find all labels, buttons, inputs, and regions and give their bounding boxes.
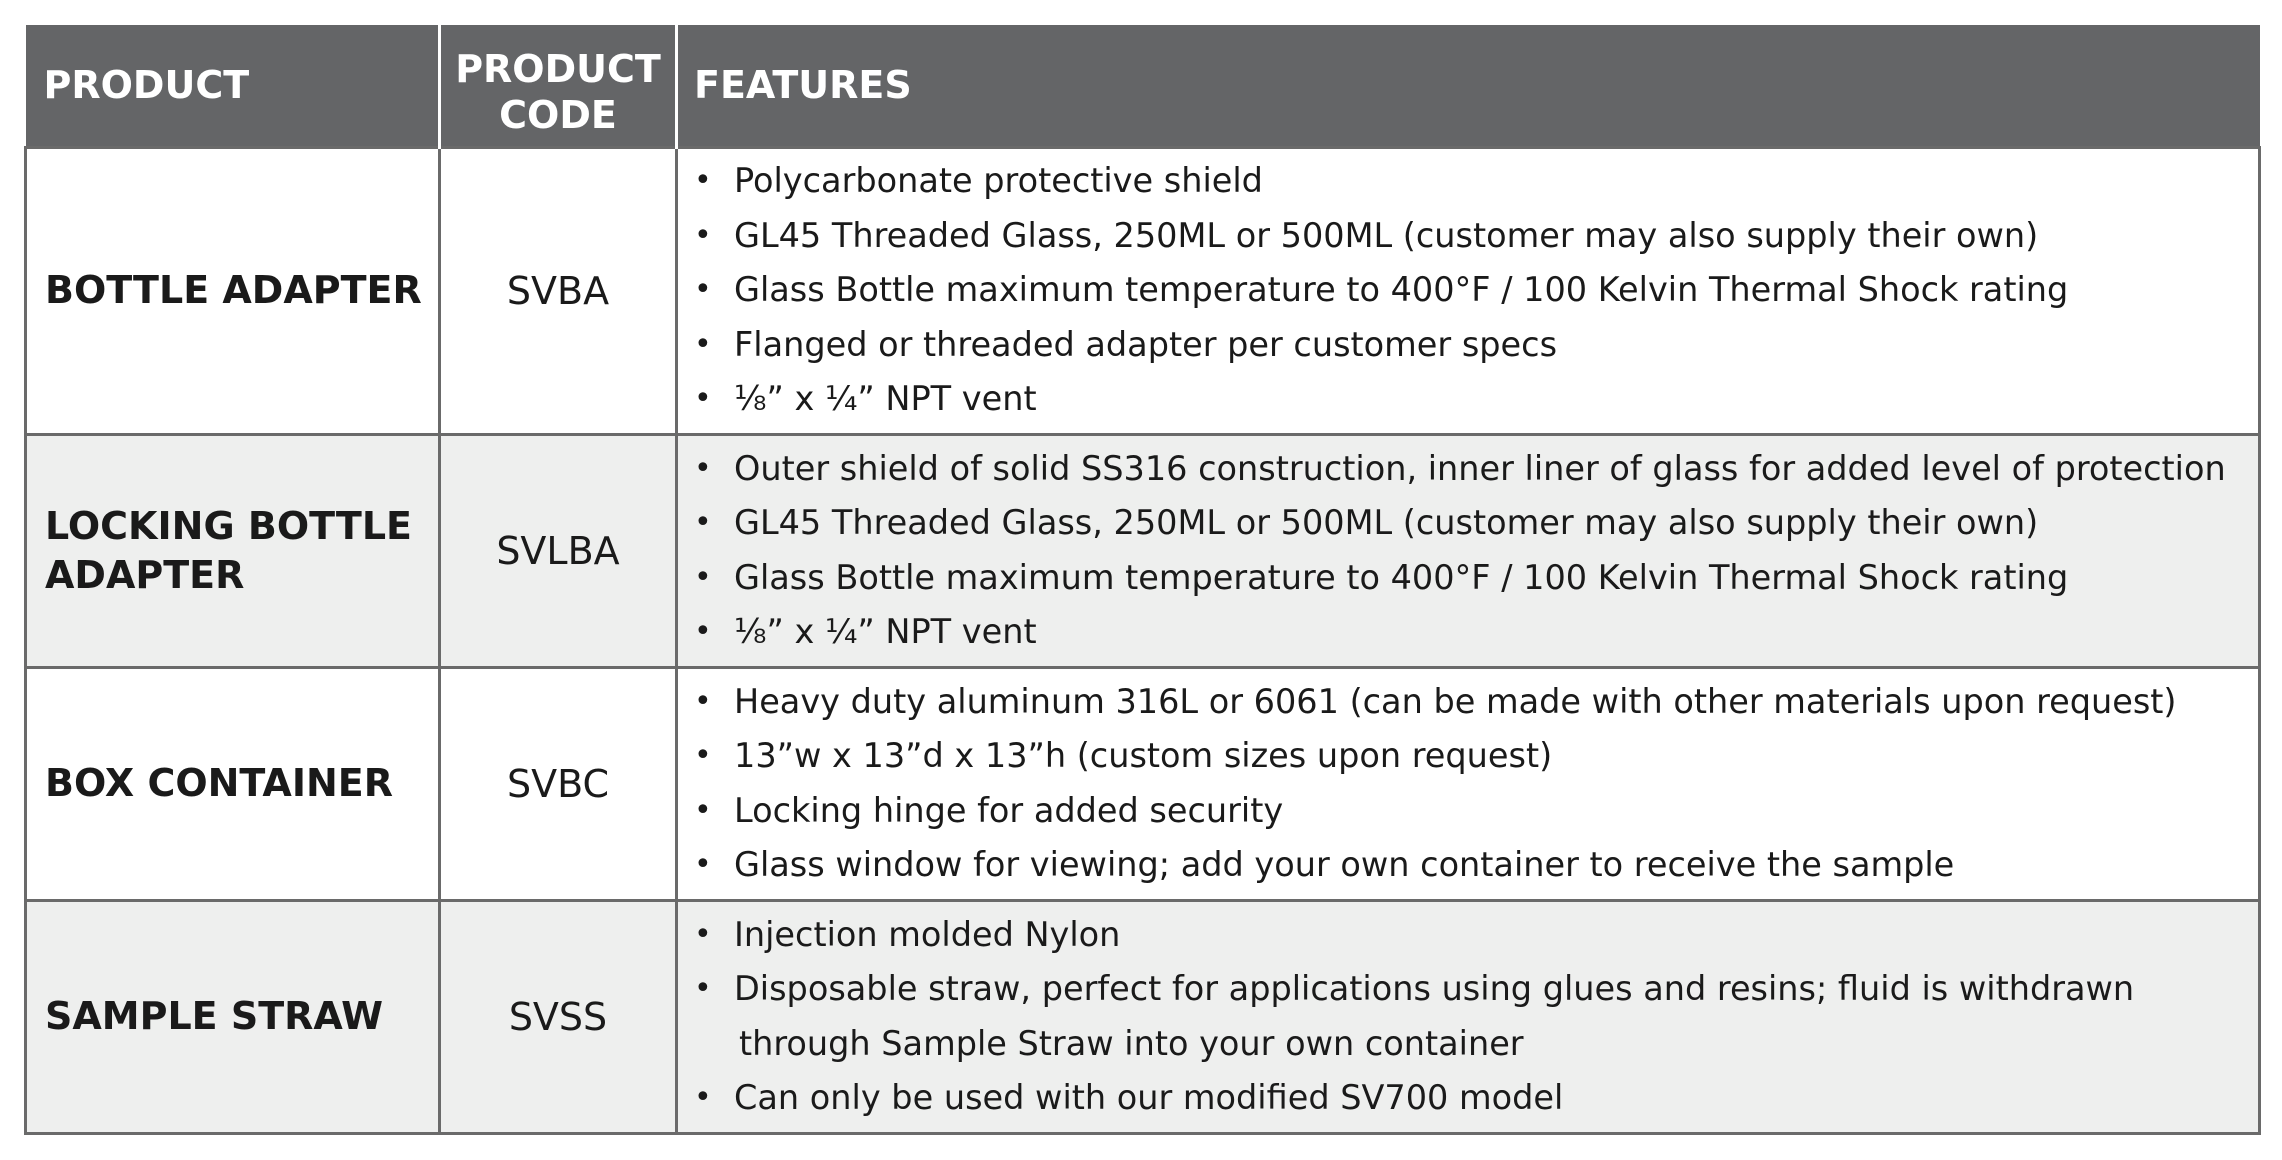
- bullet-icon: •: [694, 792, 712, 828]
- product-table: [24, 25, 2261, 1135]
- feature-item: [692, 372, 2248, 427]
- feature-text: Glass Bottle maximum temperature to 400°F / 100 Kelvin Thermal Shock rating: [734, 557, 2069, 597]
- table-row: [26, 434, 2260, 667]
- feature-item: [692, 605, 2248, 660]
- table-row: [26, 147, 2260, 434]
- product-name: [26, 900, 440, 1133]
- feature-item: [692, 551, 2248, 606]
- feature-item: [692, 1071, 2248, 1126]
- product-features: [677, 667, 2260, 900]
- product-name-line1: BOTTLE ADAPTER: [45, 268, 422, 312]
- product-code: SVLBA: [440, 434, 677, 667]
- feature-item: [692, 908, 2248, 963]
- header-features: FEATURES: [677, 25, 2260, 147]
- feature-text: Glass window for viewing; add your own container to receive the sample: [734, 845, 1955, 884]
- feature-text: Outer shield of solid SS316 construction, inner liner of glass for added level of protection: [734, 448, 2226, 488]
- feature-item: [692, 496, 2248, 551]
- bullet-icon: •: [694, 971, 712, 1006]
- product-name-line1: SAMPLE STRAW: [45, 994, 384, 1038]
- feature-list: [692, 442, 2248, 660]
- bullet-icon: •: [694, 559, 712, 595]
- feature-text: Heavy duty aluminum 316L or 6061 (can be made with other materials upon request): [734, 681, 2177, 721]
- feature-text: GL45 Threaded Glass, 250ML or 500ML (customer may also supply their own): [734, 215, 2039, 255]
- table-header-row: [26, 25, 2260, 147]
- product-name: [26, 147, 440, 434]
- feature-text: GL45 Threaded Glass, 250ML or 500ML (customer may also supply their own): [734, 503, 2039, 542]
- feature-text: ⅛” x ¼” NPT vent: [734, 612, 1037, 651]
- product-features: [677, 147, 2260, 434]
- bullet-icon: •: [694, 505, 712, 540]
- feature-text: Can only be used with our modified SV700 model: [734, 1078, 1564, 1117]
- product-code: SVBC: [440, 667, 677, 900]
- table-row: [26, 900, 2260, 1133]
- bullet-icon: •: [694, 326, 712, 362]
- product-code: SVSS: [440, 900, 677, 1133]
- feature-item: [692, 675, 2248, 730]
- bullet-icon: •: [694, 683, 712, 719]
- feature-text: 13”w x 13”d x 13”h (custom sizes upon request): [734, 736, 1553, 775]
- feature-item: [692, 154, 2248, 209]
- bullet-icon: •: [694, 916, 712, 952]
- bullet-icon: •: [694, 738, 712, 773]
- product-name-line1: LOCKING BOTTLE: [45, 503, 413, 548]
- feature-item: [692, 263, 2248, 318]
- feature-text: ⅛” x ¼” NPT vent: [734, 379, 1037, 419]
- product-features: [677, 900, 2260, 1133]
- feature-item: [692, 784, 2248, 839]
- feature-text: Locking hinge for added security: [734, 790, 1284, 830]
- product-features: [677, 434, 2260, 667]
- bullet-icon: •: [694, 847, 712, 882]
- feature-item: [692, 838, 2248, 893]
- table-row: [26, 667, 2260, 900]
- feature-item: [692, 318, 2248, 373]
- header-product: PRODUCT: [26, 25, 440, 147]
- bullet-icon: •: [694, 1080, 712, 1115]
- bullet-icon: •: [694, 163, 712, 199]
- product-name: [26, 667, 440, 900]
- feature-list: [692, 908, 2248, 1126]
- header-product-code-line1: PRODUCT: [455, 46, 661, 91]
- feature-text: Glass Bottle maximum temperature to 400°F / 100 Kelvin Thermal Shock rating: [734, 270, 2069, 310]
- feature-text: Injection molded Nylon: [734, 914, 1121, 954]
- feature-text: Polycarbonate protective shield: [734, 161, 1263, 201]
- bullet-icon: •: [694, 381, 712, 417]
- header-product-code: [440, 25, 677, 147]
- product-name-line1: BOX CONTAINER: [45, 761, 393, 805]
- feature-item: [692, 442, 2248, 497]
- feature-text: Flanged or threaded adapter per customer specs: [734, 324, 1558, 364]
- product-name-line2: ADAPTER: [45, 552, 245, 597]
- bullet-icon: •: [694, 272, 712, 308]
- product-name: [26, 434, 440, 667]
- bullet-icon: •: [694, 614, 712, 649]
- feature-text-continuation: through Sample Straw into your own container: [739, 1023, 1524, 1063]
- product-code: SVBA: [440, 147, 677, 434]
- bullet-icon: •: [694, 450, 712, 486]
- feature-item: [692, 729, 2248, 784]
- feature-text: Disposable straw, perfect for applications using glues and resins; fluid is withdrawn: [734, 969, 2135, 1008]
- feature-item: [692, 209, 2248, 264]
- feature-list: [692, 154, 2248, 427]
- feature-item: [692, 962, 2248, 1071]
- feature-list: [692, 675, 2248, 893]
- bullet-icon: •: [694, 217, 712, 253]
- header-product-code-line2: CODE: [499, 92, 617, 137]
